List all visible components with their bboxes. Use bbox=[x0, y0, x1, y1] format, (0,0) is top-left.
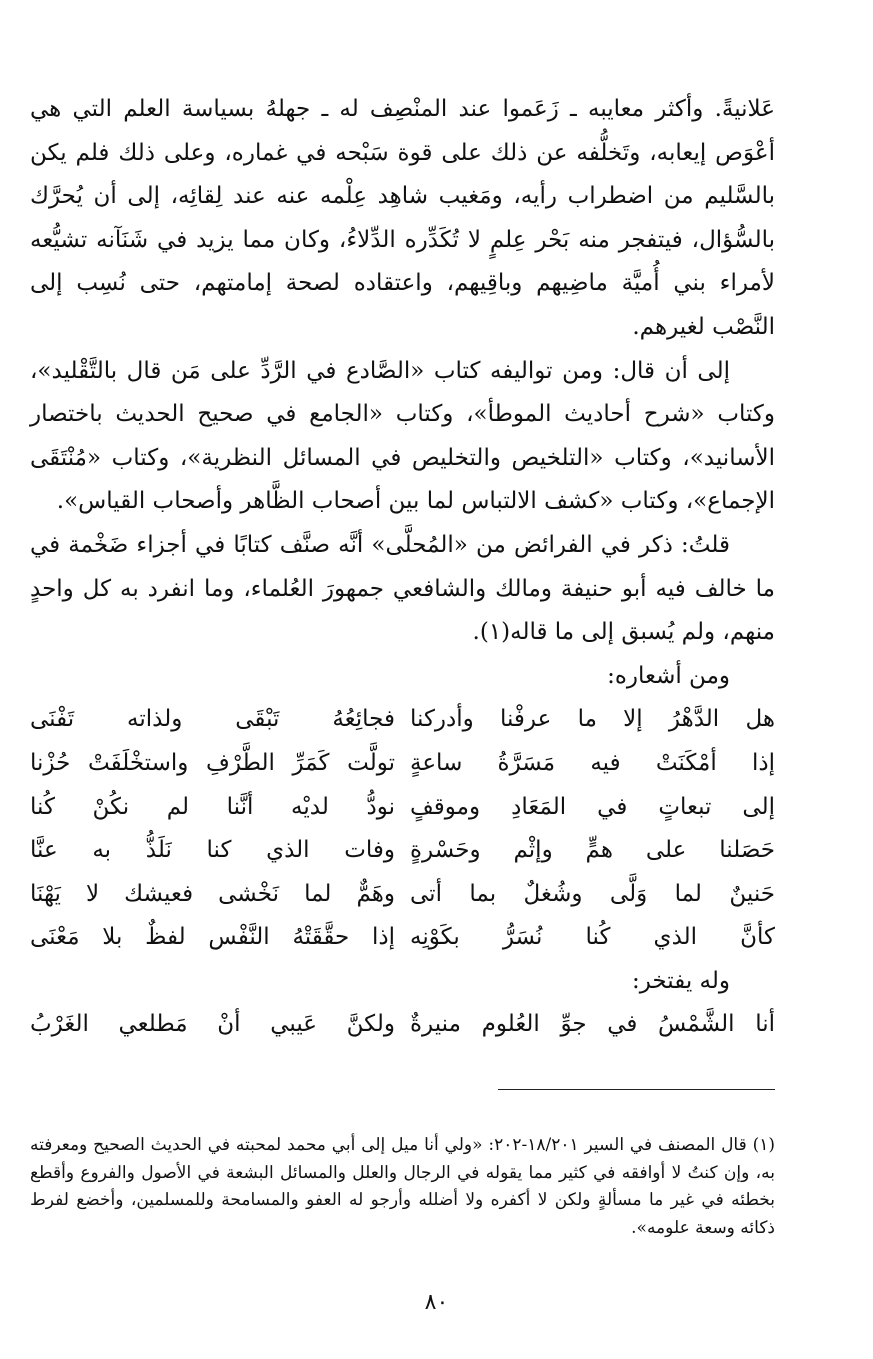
verse-second-hemistich: وهَمٌّ لما نَخْشى فعيشك لا يَهْنَا bbox=[30, 880, 395, 907]
poem-verses bbox=[30, 698, 775, 960]
verse-line bbox=[30, 698, 775, 742]
verse-second-hemistich: إذا حقَّقَتْهُ النَّفْس لفظٌ بلا مَعْنَى bbox=[30, 924, 395, 951]
verse-first-hemistich: إلى تبعاتٍ في المَعَادِ وموقفٍ bbox=[410, 793, 775, 820]
page-body bbox=[30, 88, 775, 1047]
poem-verses bbox=[30, 1003, 775, 1047]
verse-first-hemistich: حَصَلنا على همٍّ وإثْم وحَسْرةٍ bbox=[410, 837, 775, 864]
verse-line bbox=[30, 829, 775, 873]
verse-second-hemistich: ولكنَّ عَيبي أنْ مَطلعي الغَرْبُ bbox=[30, 1011, 395, 1038]
verse-second-hemistich: تولَّت كَمَرِّ الطَّرْفِ واستخْلَفَتْ حُزْنا bbox=[30, 749, 395, 776]
footnote-divider bbox=[498, 1089, 775, 1090]
verse-line bbox=[30, 873, 775, 917]
verse-first-hemistich: إذا أمْكَنَتْ فيه مَسَرَّةُ ساعةٍ bbox=[410, 749, 775, 776]
poem-label: ومن أشعاره: bbox=[607, 662, 730, 689]
verse-line bbox=[30, 786, 775, 830]
verse-line bbox=[30, 1003, 775, 1047]
verse-first-hemistich: هل الدَّهْرُ إلا ما عرفْنا وأدركنا bbox=[410, 706, 775, 733]
verse-line bbox=[30, 742, 775, 786]
verse-first-hemistich: أنا الشَّمْسُ في جوِّ العُلوم منيرةٌ bbox=[410, 1011, 775, 1038]
poem-label: وله يفتخر: bbox=[631, 967, 730, 994]
footnote bbox=[30, 1132, 775, 1242]
verse-second-hemistich: فجائِعُهُ تَبْقَى ولذاته تَفْنَى bbox=[30, 706, 395, 733]
paragraph-biography: عَلانيةً. وأكثر معايبه ـ زَعَموا عند المنْصِف له ـ جهلهُ بسياسة العلم التي هي أعْوَص إيعابه، وتَخلُّفه عن ذلك على قوة سَبْحه في غماره، وعلى ذلك فلم يكن بالسَّليم من اضطراب رأيه، ومَغيب شاهِد عِلْمه عنه عند لِقائِه، إلى أن يُحرَّك بالسُّؤال، فيتفجر منه بَحْر عِلمٍ لا تُكَدِّره الدِّلاءُ، وكان مما يزيد في شَنَآنه تشيُّعه لأمراء بني أُميَّة ماضِيهم وباقِيهم، واعتقاده لصحة إمامتهم، حتى نُسِب إلى النَّصْب لغيرهم. bbox=[30, 96, 775, 340]
verse-second-hemistich: وفات الذي كنا نَلَذُّ به عنَّا bbox=[30, 837, 395, 864]
paragraph-works: إلى أن قال: ومن تواليفه كتاب «الصَّادع في الرَّدِّ على مَن قال بالتَّقْليد»، وكتاب «شرح أحاديث الموطأ»، وكتاب «الجامع في صحيح الحديث باختصار الأسانيد»، وكتاب «التلخيص والتخليص في المسائل النظرية»، وكتاب «مُنْتَقَى الإجماع»، وكتاب «كشف الالتباس لما بين أصحاب الظَّاهر وأصحاب القياس». bbox=[30, 357, 775, 515]
paragraph-remark: قلتُ: ذكر في الفرائض من «المُحلَّى» أنَّه صنَّف كتابًا في أجزاء ضَخْمة في ما خالف فيه أبو حنيفة ومالك والشافعي جمهورَ العُلماء، وما انفرد به كل واحدٍ منهم، ولم يُسبق إلى ما قاله(١). bbox=[30, 531, 775, 646]
verse-first-hemistich: حَنينٌ لما وَلَّى وشُغلٌ بما أتى bbox=[410, 880, 775, 907]
verse-first-hemistich: كأنَّ الذي كُنا نُسَرُّ بكَوْنِه bbox=[410, 924, 775, 951]
footnote-text: قال المصنف في السير ١٨/٢٠١-٢٠٢: «ولي أنا ميل إلى أبي محمد لمحبته في الحديث الصحيح ومعرفته به، وإن كنتُ لا أوافقه في كثير مما يقوله في الرجال والعلل والمسائل البشعة في الأصول والفروع وأقطع بخطئه في غير ما مسألةٍ ولكن لا أكفره ولا أضلله وأرجو له العفو والمسامحة وللمسلمين، وأخضع لفرط ذكائه وسعة علومه». bbox=[30, 1135, 775, 1238]
page-number: ٨٠ bbox=[424, 1290, 449, 1315]
footnote-number: (١) bbox=[752, 1135, 775, 1155]
verse-line bbox=[30, 916, 775, 960]
verse-second-hemistich: نودُّ لديْه أنَّنا لم نكُنْ كُنا bbox=[30, 793, 395, 820]
